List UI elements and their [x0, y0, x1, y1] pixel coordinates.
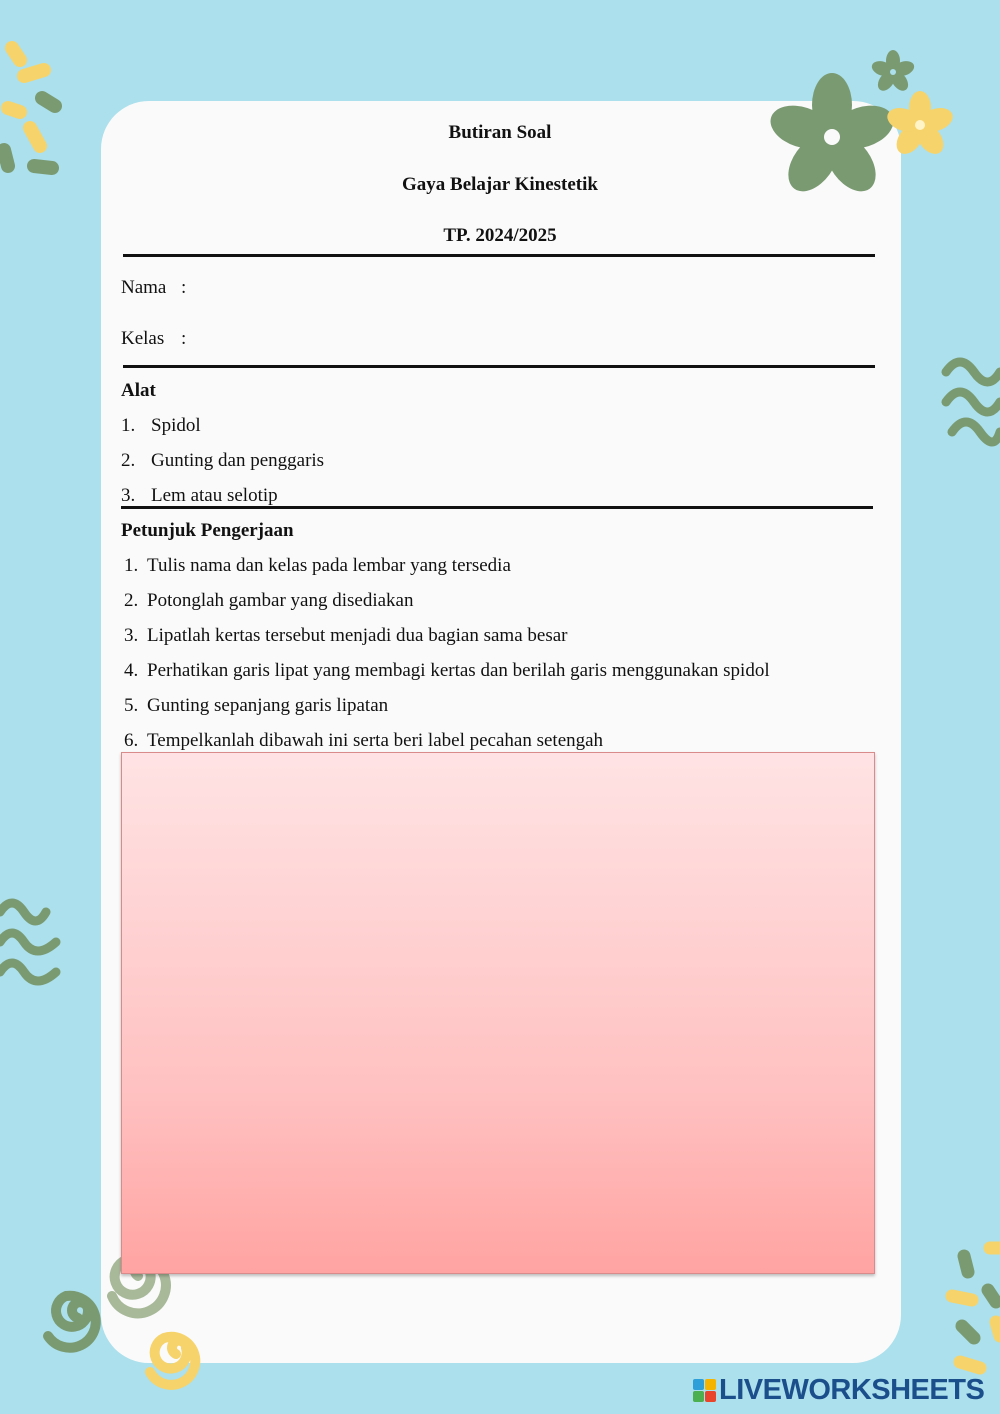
list-item-number: 5.	[124, 695, 139, 716]
squiggle-left-icon	[0, 903, 56, 981]
list-item: Tempelkanlah dibawah ini serta beri label pecahan setengah	[147, 730, 604, 751]
logo-text: LIVEWORKSHEETS	[719, 1373, 985, 1406]
list-item: Lipatlah kertas tersebut menjadi dua bagian sama besar	[147, 625, 568, 646]
header-divider	[123, 254, 875, 257]
list-item: Lem atau selotip	[151, 485, 278, 506]
list-item: Potonglah gambar yang disediakan	[147, 590, 414, 611]
list-item-number: 3.	[124, 625, 139, 646]
list-item-number: 3.	[121, 485, 136, 506]
list-item: Gunting sepanjang garis lipatan	[147, 695, 389, 716]
list-item: Tulis nama dan kelas pada lembar yang tersedia	[147, 555, 511, 576]
list-item: Spidol	[151, 415, 201, 436]
name-separator: :	[181, 277, 187, 298]
identity-divider	[123, 365, 875, 368]
tools-heading: Alat	[121, 380, 156, 401]
list-item-number: 6.	[124, 730, 139, 751]
list-item: Gunting dan penggaris	[151, 450, 325, 471]
worksheet-subtitle: Gaya Belajar Kinestetik	[402, 174, 598, 195]
list-item-number: 4.	[124, 660, 139, 681]
list-item-number: 1.	[124, 555, 139, 576]
worksheet-title: Butiran Soal	[448, 122, 552, 143]
liveworksheets-logo[interactable]	[693, 1374, 984, 1406]
instructions-heading: Petunjuk Pengerjaan	[121, 520, 294, 541]
name-label: Nama	[121, 277, 167, 298]
list-item-number: 2.	[124, 590, 139, 611]
tools-divider	[121, 506, 873, 509]
class-label: Kelas	[121, 328, 165, 349]
spiral-icons	[48, 1257, 195, 1385]
confetti-bottom-right	[952, 1248, 1000, 1368]
paste-area[interactable]	[121, 752, 875, 1274]
class-separator: :	[181, 328, 187, 349]
list-item-number: 1.	[121, 415, 136, 436]
list-item-number: 2.	[121, 450, 136, 471]
list-item: Perhatikan garis lipat yang membagi kertas dan berilah garis menggunakan spidol	[147, 660, 770, 681]
flower-small-icon	[870, 50, 916, 94]
squiggle-right-icon	[946, 362, 1000, 442]
logo-mark-icon	[693, 1379, 716, 1402]
school-year: TP. 2024/2025	[443, 225, 557, 246]
